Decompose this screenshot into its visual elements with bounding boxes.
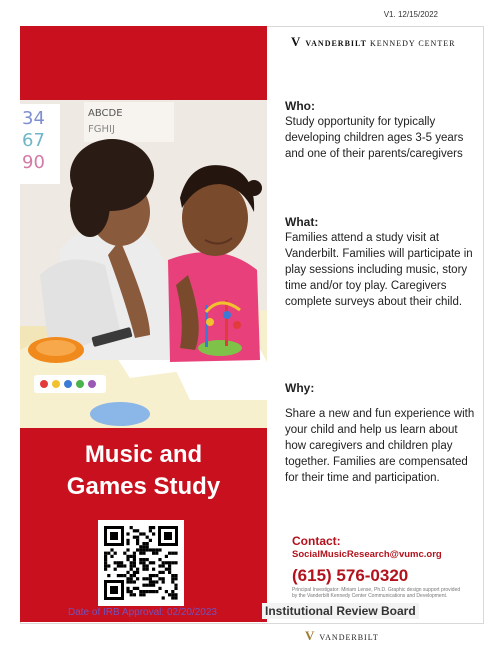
svg-text:67: 67 [22, 130, 45, 151]
child-figure [168, 165, 262, 362]
vanderbilt-footer-logo [305, 628, 379, 644]
what-section [285, 214, 477, 310]
svg-text:FGHIJ: FGHIJ [88, 124, 115, 135]
irb-approval-date: Date of IRB Approval: 02/20/2023 [68, 607, 217, 618]
contact-phone[interactable]: (615) 576-0320 [292, 566, 409, 585]
contact-label: Contact: [292, 534, 341, 548]
what-body: Families attend a study visit at Vanderbilt. Families will participate in play sessions including music, story time and/or toy play. Caregivers complete surveys about their child. [285, 232, 473, 308]
logo-kennedy-center-word: KENNEDY CENTER [366, 39, 456, 48]
svg-text:34: 34 [22, 108, 45, 129]
red-header-block [20, 26, 267, 100]
svg-text:ABCDE: ABCDE [88, 108, 123, 119]
who-body: Study opportunity for typically developing children ages 3-5 years and one of their parents/caregivers [285, 116, 464, 160]
why-heading: Why: [285, 381, 315, 395]
contact-email-link[interactable]: SocialMusicResearch@vumc.org [292, 549, 442, 560]
qr-code[interactable] [98, 520, 184, 606]
study-title [20, 439, 267, 503]
why-section [285, 380, 477, 486]
logo-vanderbilt-word: VANDERBILT [305, 39, 367, 48]
study-title-line1: Music and [84, 441, 203, 468]
why-body: Share a new and fun experience with your child and help us learn about how caregivers and children play together. Families are compensated for their time and participation. [285, 408, 475, 484]
study-title-line2: Games Study [66, 473, 221, 500]
irb-board-label: Institutional Review Board [262, 603, 419, 619]
who-heading: Who: [285, 99, 315, 113]
contact-fine-print: Principal Investigator: Miriam Lense, Ph.D. Graphic design support provided by the Vanderbilt Kennedy Center Communications and Development. [292, 587, 461, 599]
vanderbilt-v-icon: V [291, 34, 302, 49]
vanderbilt-kennedy-center-logo [291, 34, 455, 50]
version-label: V1. 12/15/2022 [383, 10, 438, 19]
svg-text:90: 90 [22, 152, 45, 173]
study-photo [20, 100, 267, 428]
what-heading: What: [285, 215, 319, 229]
vanderbilt-v-icon: V [305, 628, 316, 643]
who-section [285, 98, 477, 162]
footer-logo-text: VANDERBILT [319, 633, 379, 642]
